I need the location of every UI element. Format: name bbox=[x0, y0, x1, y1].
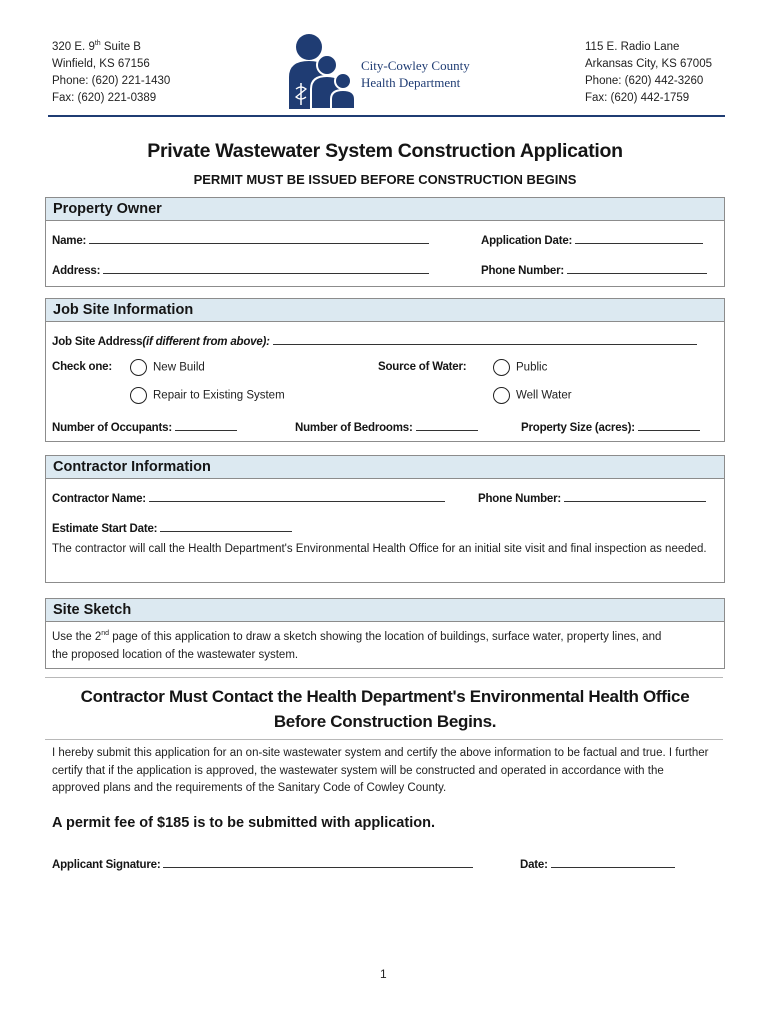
application-date-field[interactable] bbox=[481, 232, 703, 247]
job-site-address-note: (if different from above): bbox=[142, 336, 270, 348]
owner-name-field[interactable] bbox=[52, 232, 429, 247]
right-address-city: Arkansas City, KS 67005 bbox=[585, 58, 712, 70]
contractor-notice-line-2: Before Construction Begins. bbox=[273, 712, 497, 731]
start-date-field[interactable] bbox=[52, 520, 292, 535]
owner-phone-label: Phone Number: bbox=[481, 265, 565, 277]
header-divider bbox=[48, 115, 725, 117]
left-address-fax: Fax: (620) 221-0389 bbox=[52, 92, 157, 104]
bedrooms-line[interactable] bbox=[416, 419, 478, 431]
left-address-phone: Phone: (620) 221-1430 bbox=[52, 75, 171, 87]
right-address-block bbox=[585, 39, 712, 107]
owner-name-label: Name: bbox=[52, 235, 87, 247]
repair-radio[interactable] bbox=[130, 387, 147, 404]
owner-phone-field[interactable] bbox=[481, 262, 707, 277]
contractor-note: The contractor will call the Health Department's Environmental Health Office for an initial site visit and final inspection as needed. bbox=[52, 543, 707, 555]
owner-name-line[interactable] bbox=[89, 232, 429, 244]
repair-label: Repair to Existing System bbox=[153, 389, 285, 402]
left-address-block bbox=[52, 39, 170, 107]
start-date-label: Estimate Start Date: bbox=[52, 523, 158, 535]
owner-address-label: Address: bbox=[52, 265, 101, 277]
contractor-notice bbox=[0, 684, 770, 734]
new-build-option[interactable] bbox=[130, 359, 205, 376]
application-date-line[interactable] bbox=[575, 232, 703, 244]
contractor-phone-label: Phone Number: bbox=[478, 493, 562, 505]
well-water-radio[interactable] bbox=[493, 387, 510, 404]
contractor-notice-line-1: Contractor Must Contact the Health Department's Environmental Health Office bbox=[80, 687, 690, 706]
contractor-name-label: Contractor Name: bbox=[52, 493, 146, 505]
contractor-heading: Contractor Information bbox=[46, 456, 724, 479]
new-build-label: New Build bbox=[153, 361, 205, 374]
public-water-option[interactable] bbox=[493, 359, 547, 376]
logo-line-2: Health Department bbox=[361, 75, 461, 90]
property-size-line[interactable] bbox=[638, 419, 700, 431]
occupants-field[interactable] bbox=[52, 419, 237, 434]
page-title: Private Wastewater System Construction Application bbox=[147, 140, 623, 162]
left-address-street: 320 E. 9th Suite B bbox=[52, 40, 141, 53]
occupants-label: Number of Occupants: bbox=[52, 422, 172, 434]
property-size-field[interactable] bbox=[521, 419, 700, 434]
contractor-name-field[interactable] bbox=[52, 490, 445, 505]
logo-name bbox=[361, 57, 470, 91]
job-site-address-field[interactable] bbox=[52, 333, 697, 348]
well-water-option[interactable] bbox=[493, 387, 572, 404]
owner-address-field[interactable] bbox=[52, 262, 429, 277]
source-of-water-label: Source of Water: bbox=[378, 361, 467, 373]
property-size-label: Property Size (acres): bbox=[521, 422, 635, 434]
job-site-address-label: Job Site Address bbox=[52, 336, 143, 348]
contractor-name-line[interactable] bbox=[149, 490, 445, 502]
occupants-line[interactable] bbox=[175, 419, 237, 431]
contractor-phone-line[interactable] bbox=[564, 490, 706, 502]
page-number: 1 bbox=[380, 967, 387, 981]
contractor-phone-field[interactable] bbox=[478, 490, 706, 505]
signature-date-line[interactable] bbox=[551, 856, 675, 868]
owner-phone-line[interactable] bbox=[567, 262, 707, 274]
job-site-heading: Job Site Information bbox=[46, 299, 724, 322]
check-one-label: Check one: bbox=[52, 361, 112, 373]
application-date-label: Application Date: bbox=[481, 235, 573, 247]
new-build-radio[interactable] bbox=[130, 359, 147, 376]
bedrooms-field[interactable] bbox=[295, 419, 478, 434]
signature-date-label: Date: bbox=[520, 859, 548, 871]
owner-address-line[interactable] bbox=[103, 262, 429, 274]
notice-bottom-rule bbox=[45, 739, 723, 740]
site-sketch-heading: Site Sketch bbox=[46, 599, 724, 622]
right-address-fax: Fax: (620) 442-1759 bbox=[585, 92, 690, 104]
certification-statement: I hereby submit this application for an on-site wastewater system and certify the above information to be factual and true. I further certify that if the application is approved, the wastewater system will be constructed and operated in accordance with the approved plans and the requirements of the Sanitary Code of Cowley County. bbox=[52, 747, 709, 794]
public-water-radio[interactable] bbox=[493, 359, 510, 376]
job-site-address-line[interactable] bbox=[273, 333, 697, 345]
page-subtitle: PERMIT MUST BE ISSUED BEFORE CONSTRUCTION BEGINS bbox=[193, 172, 577, 187]
bedrooms-label: Number of Bedrooms: bbox=[295, 422, 413, 434]
logo-line-1: City-Cowley County bbox=[361, 58, 470, 73]
left-address-city: Winfield, KS 67156 bbox=[52, 58, 150, 70]
right-address-phone: Phone: (620) 442-3260 bbox=[585, 75, 704, 87]
applicant-signature-line[interactable] bbox=[163, 856, 473, 868]
repair-option[interactable] bbox=[130, 387, 285, 404]
well-water-label: Well Water bbox=[516, 389, 572, 402]
site-sketch-instructions: Use the 2nd page of this application to draw a sketch showing the location of buildings, surface water, property lines, and the proposed location of the wastewater system. bbox=[52, 630, 662, 661]
public-water-label: Public bbox=[516, 361, 548, 374]
right-address-street: 115 E. Radio Lane bbox=[585, 41, 680, 53]
applicant-signature-field[interactable] bbox=[52, 856, 473, 871]
property-owner-heading: Property Owner bbox=[46, 198, 724, 221]
contractor-section bbox=[45, 455, 725, 583]
start-date-line[interactable] bbox=[160, 520, 292, 532]
permit-fee-notice: A permit fee of $185 is to be submitted with application. bbox=[52, 815, 435, 831]
notice-top-rule bbox=[45, 677, 723, 678]
applicant-signature-label: Applicant Signature: bbox=[52, 859, 161, 871]
health-department-logo bbox=[287, 33, 357, 111]
signature-date-field[interactable] bbox=[520, 856, 675, 871]
